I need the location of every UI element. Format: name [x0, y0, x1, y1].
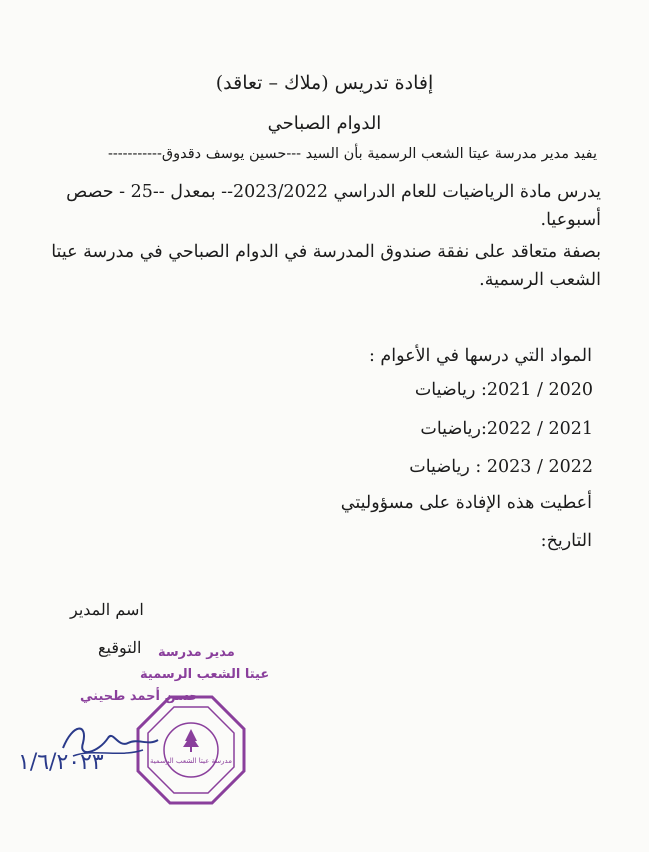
responsibility-statement: أعطيت هذه الإفادة على مسؤوليتي — [340, 493, 592, 513]
paragraph-subject: يدرس مادة الرياضيات للعام الدراسي 2023/2022-- بمعدل --25 - حصص أسبوعيا. — [66, 182, 601, 230]
stamp-line-school: عيتا الشعب الرسمية — [140, 667, 270, 682]
subjects-heading: المواد التي درسها في الأعوام : — [368, 346, 592, 366]
year-entry: 2021 / 2022:رياضيات — [420, 419, 593, 439]
signature-label: التوقيع — [98, 638, 142, 657]
stamp-line-name: حسن أحمد طحيني — [80, 689, 199, 704]
document-subtitle: الدوام الصباحي — [267, 113, 382, 134]
intro-line: يفيد مدير مدرسة عيتا الشعب الرسمية بأن السيد ---حسين يوسف دقدوق----------- — [107, 146, 597, 162]
document-title: إفادة تدريس (ملاك – تعاقد) — [215, 72, 434, 94]
seal-inner-text: مدرسة عيتا الشعب الرسمية — [150, 757, 232, 765]
manager-label: اسم المدير — [70, 600, 144, 619]
year-entry: 2020 / 2021: رياضيات — [414, 380, 593, 400]
year-entry: 2022 / 2023 : رياضيات — [409, 457, 593, 477]
handwritten-date: ١/٦/٢٠٢٣ — [18, 750, 104, 775]
stamp-line-title: مدير مدرسة — [158, 645, 235, 660]
date-label: التاريخ: — [540, 531, 592, 551]
paragraph-contract: بصفة متعاقد على نفقة صندوق المدرسة في الدوام الصباحي في مدرسة عيتا الشعب الرسمية. — [51, 242, 601, 290]
